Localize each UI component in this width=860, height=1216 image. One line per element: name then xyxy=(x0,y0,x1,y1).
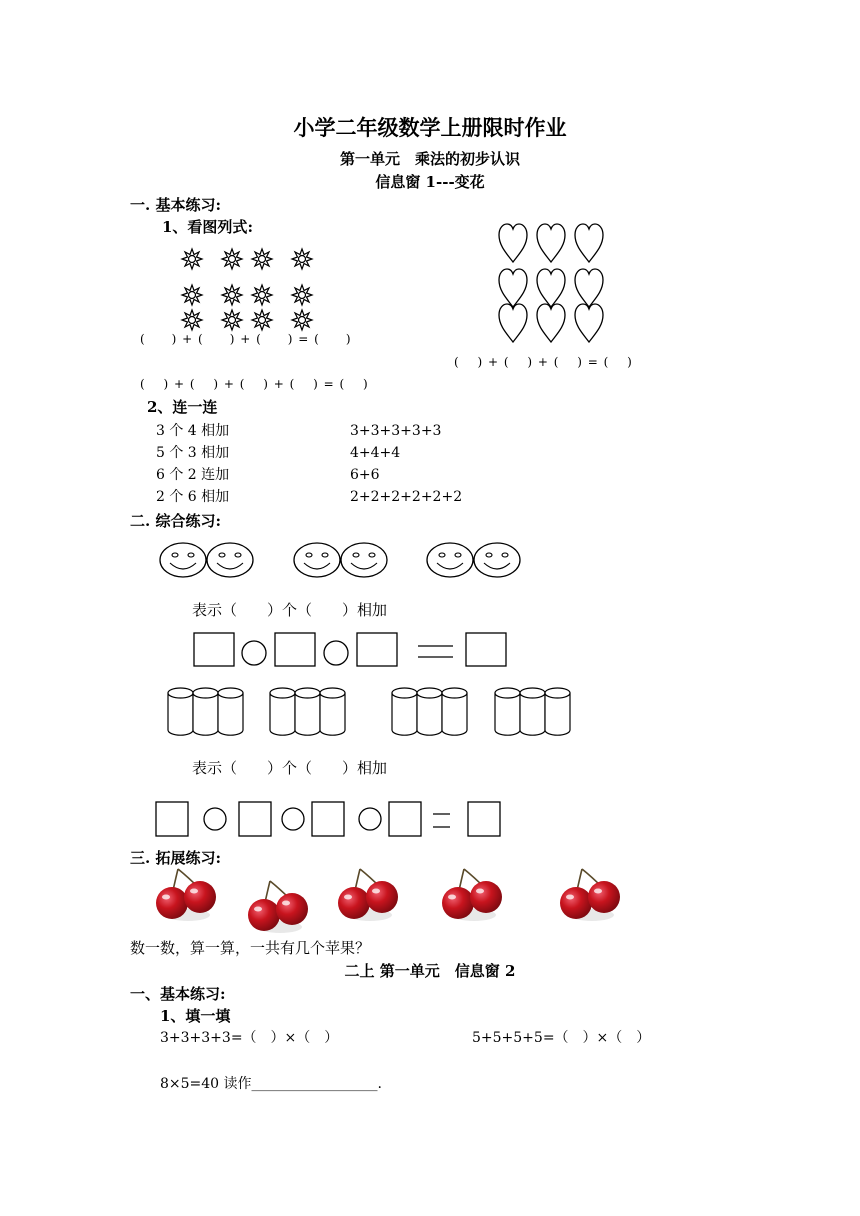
sun-icon xyxy=(222,310,242,330)
operator-circle xyxy=(242,641,266,665)
match-left-item: 6 个 2 连加 xyxy=(156,467,230,483)
match-left-item: 3 个 4 相加 xyxy=(156,423,230,439)
cylinder-icon xyxy=(520,688,545,735)
cylinder-icon xyxy=(193,688,218,735)
page-title: 小学二年级数学上册限时作业 xyxy=(293,115,567,140)
operator-circle xyxy=(282,808,304,830)
section-3-heading: 三. 拓展练习: xyxy=(130,849,221,867)
operator-circle xyxy=(204,808,226,830)
cherry-icon xyxy=(442,869,502,921)
q1-label: 1、看图列式: xyxy=(162,218,253,236)
equation-suns-top: ( ) + ( ) + ( ) = ( ) xyxy=(140,332,352,346)
sun-icon xyxy=(252,285,272,305)
section-2-heading: 二. 综合练习: xyxy=(130,512,221,530)
match-right-item: 6+6 xyxy=(350,467,380,483)
part-2-heading: 一、基本练习: xyxy=(130,985,226,1003)
cherry-icon xyxy=(248,881,308,933)
equation-suns-bottom: ( ) + ( ) + ( ) + ( ) = ( ) xyxy=(140,377,369,391)
part-2-header: 二上 第一单元 信息窗 2 xyxy=(344,962,516,980)
smiley-face-icon xyxy=(341,543,387,577)
equation-hearts: ( ) + ( ) + ( ) = ( ) xyxy=(454,355,633,369)
cylinder-icon xyxy=(442,688,467,735)
page-subtitle-2: 信息窗 1---变花 xyxy=(375,173,485,191)
equation-boxes-row-2 xyxy=(150,798,510,840)
cylinders-group xyxy=(160,685,580,740)
match-right-item: 3+3+3+3+3 xyxy=(350,423,442,439)
smiley-face-icon xyxy=(474,543,520,577)
heart-icon xyxy=(499,269,527,307)
heart-icon xyxy=(537,224,565,262)
sun-icon xyxy=(292,249,312,269)
answer-box xyxy=(194,633,234,666)
cylinder-icon xyxy=(495,688,520,735)
answer-box xyxy=(468,802,500,836)
answer-box xyxy=(389,802,421,836)
match-left-item: 5 个 3 相加 xyxy=(156,445,230,461)
fill-equation-3: 8×5=40 读作__________________. xyxy=(160,1076,382,1092)
section-3-question: 数一数，算一算，一共有几个苹果？ xyxy=(130,939,371,957)
cherry-icon xyxy=(338,869,398,921)
answer-box xyxy=(275,633,315,666)
heart-icon xyxy=(499,224,527,262)
heart-icon xyxy=(575,224,603,262)
part-2-q1-label: 1、填一填 xyxy=(160,1007,231,1025)
cylinder-icon xyxy=(218,688,243,735)
cherry-icon xyxy=(560,869,620,921)
sun-icon xyxy=(292,310,312,330)
represent-text-2: 表示（ ）个（ ）相加 xyxy=(192,759,388,777)
match-right-item: 4+4+4 xyxy=(350,445,401,461)
smiley-face-icon xyxy=(160,543,206,577)
sun-icon xyxy=(222,249,242,269)
section-1-heading: 一. 基本练习: xyxy=(130,196,221,214)
q2-label: 2、连一连 xyxy=(147,398,218,416)
answer-box xyxy=(239,802,271,836)
sun-icon xyxy=(182,285,202,305)
represent-text-1: 表示（ ）个（ ）相加 xyxy=(192,601,388,619)
smiley-face-icon xyxy=(207,543,253,577)
cherry-icon xyxy=(156,869,216,921)
sun-icon xyxy=(252,249,272,269)
answer-box xyxy=(357,633,397,666)
equals-sign xyxy=(433,814,450,827)
cylinder-icon xyxy=(295,688,320,735)
answer-box xyxy=(312,802,344,836)
sun-icon xyxy=(292,285,312,305)
heart-icon xyxy=(575,304,603,342)
operator-circle xyxy=(324,641,348,665)
fill-equation-1: 3+3+3+3=（ ）×（ ） xyxy=(160,1030,339,1046)
cylinder-icon xyxy=(417,688,442,735)
cylinder-icon xyxy=(270,688,295,735)
cherries-group xyxy=(150,865,635,935)
hearts-group xyxy=(495,222,610,344)
fill-equation-2: 5+5+5+5=（ ）×（ ） xyxy=(472,1030,651,1046)
match-right-item: 2+2+2+2+2+2 xyxy=(350,489,463,505)
sun-icon xyxy=(252,310,272,330)
sun-icon xyxy=(182,249,202,269)
cylinder-icon xyxy=(168,688,193,735)
heart-icon xyxy=(575,269,603,307)
sun-icon xyxy=(222,285,242,305)
heart-icon xyxy=(499,304,527,342)
smiley-faces-group xyxy=(155,540,525,580)
cylinder-icon xyxy=(545,688,570,735)
cylinder-icon xyxy=(392,688,417,735)
operator-circle xyxy=(359,808,381,830)
heart-icon xyxy=(537,269,565,307)
match-left-item: 2 个 6 相加 xyxy=(156,489,230,505)
equation-boxes-row-1 xyxy=(190,630,510,670)
page-subtitle: 第一单元 乘法的初步认识 xyxy=(339,150,520,168)
sun-icon xyxy=(182,310,202,330)
cylinder-icon xyxy=(320,688,345,735)
answer-box xyxy=(156,802,188,836)
heart-icon xyxy=(537,304,565,342)
answer-box xyxy=(466,633,506,666)
smiley-face-icon xyxy=(427,543,473,577)
smiley-face-icon xyxy=(294,543,340,577)
equals-sign xyxy=(418,646,453,657)
suns-group xyxy=(170,245,330,335)
